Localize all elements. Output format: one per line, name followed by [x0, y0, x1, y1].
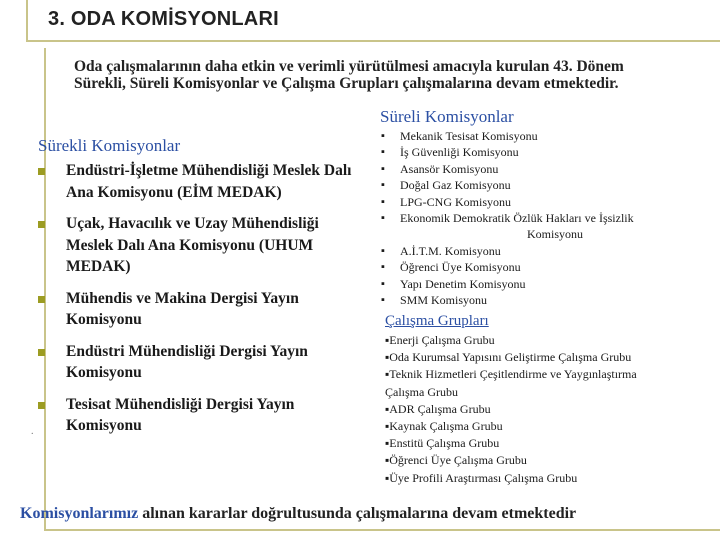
list-item: Tesisat Mühendisliği Dergisi Yayın Komisyonu — [38, 394, 358, 437]
list-item: Uçak, Havacılık ve Uzay Mühendisliği Meslek Dalı Ana Komisyonu (UHUM MEDAK) — [38, 213, 358, 278]
list-item: ▪Kaynak Çalışma Grubu — [385, 419, 503, 434]
permanent-commissions-heading: Sürekli Komisyonlar — [38, 136, 181, 155]
slide-frame-title-rule — [26, 40, 720, 42]
square-bullet-icon — [38, 349, 45, 356]
list-item: ▪Teknik Hizmetleri Çeşitlendirme ve Yaygınlaştırma — [385, 367, 637, 382]
list-item: ▪Öğrenci Üye Çalışma Grubu — [385, 453, 527, 468]
slide-frame-bottom — [44, 529, 720, 531]
footer-statement — [20, 505, 720, 523]
list-item: ▪ Öğrenci Üye Komisyonu — [380, 259, 710, 275]
square-bullet-icon — [38, 221, 45, 228]
permanent-commissions-list — [38, 160, 358, 447]
list-item: Mühendis ve Makina Dergisi Yayın Komisyonu — [38, 288, 358, 331]
square-bullet-icon — [38, 168, 45, 175]
list-item-continuation: Çalışma Grubu — [385, 384, 458, 399]
list-item: ▪ Doğal Gaz Komisyonu — [380, 177, 710, 193]
square-bullet-icon — [38, 296, 45, 303]
list-item: ▪ İş Güvenliği Komisyonu — [380, 144, 710, 160]
list-item: ▪ Ekonomik Demokratik Özlük Hakları ve İşsizlik — [380, 210, 710, 226]
working-groups-list — [385, 332, 715, 487]
list-item: ▪ SMM Komisyonu — [380, 292, 710, 308]
list-item: ▪Üye Profili Araştırması Çalışma Grubu — [385, 470, 578, 485]
working-groups-heading: Çalışma Grupları — [385, 313, 489, 329]
temporary-commissions-heading: Süreli Komisyonlar — [380, 107, 514, 126]
footer-highlight: Komisyonlarımız — [20, 505, 139, 522]
footer-text: alınan kararlar doğrultusunda çalışmalarına devam etmektedir — [138, 505, 577, 522]
list-item: ▪ LPG-CNG Komisyonu — [380, 194, 710, 210]
list-item: Endüstri-İşletme Mühendisliği Meslek Dalı Ana Komisyonu (EİM MEDAK) — [38, 160, 358, 203]
slide-title: 3. ODA KOMİSYONLARI — [48, 8, 279, 30]
list-item: ▪Enstitü Çalışma Grubu — [385, 436, 500, 451]
list-item-continuation: Komisyonu — [526, 227, 583, 242]
list-item: ▪ Asansör Komisyonu — [380, 161, 710, 177]
list-item: ▪Oda Kurumsal Yapısını Geliştirme Çalışma Grubu — [385, 350, 632, 365]
square-bullet-icon — [38, 402, 45, 409]
list-item: ▪Enerji Çalışma Grubu — [385, 333, 495, 347]
list-item: ▪ A.İ.T.M. Komisyonu — [380, 243, 710, 259]
intro-paragraph: Oda çalışmalarının daha etkin ve verimli yürütülmesi amacıyla kurulan 43. Dönem Sürekli, Süreli Komisyonlar ve Çalışma Grupları çalışmalarına devam etmektedir. — [74, 58, 624, 92]
temporary-commissions-list — [380, 128, 710, 308]
list-item: ▪ Yapı Denetim Komisyonu — [380, 276, 710, 292]
list-item: Endüstri Mühendisliği Dergisi Yayın Komisyonu — [38, 341, 358, 384]
stray-mark: . — [31, 426, 34, 437]
slide-frame-top — [26, 0, 28, 40]
list-item: ▪ Mekanik Tesisat Komisyonu — [380, 128, 710, 144]
list-item: ▪ADR Çalışma Grubu — [385, 401, 491, 416]
